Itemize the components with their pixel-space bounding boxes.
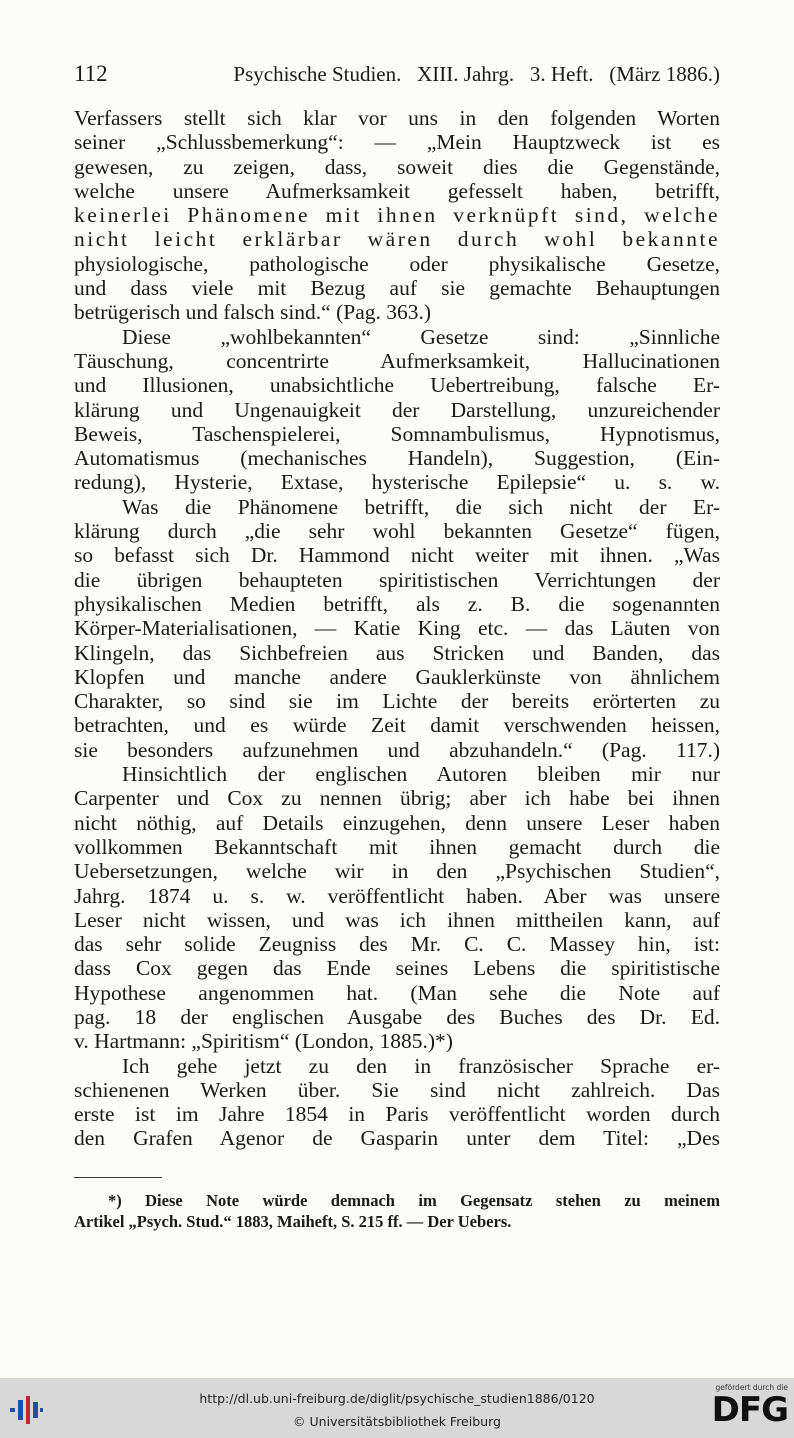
text-line: Verfassers stellt sich klar vor uns in den folgenden Worten	[74, 106, 720, 130]
text-line: Charakter, so sind sie im Lichte der bereits erörterten zu	[74, 689, 720, 714]
text-line: das sehr solide Zeugniss des Mr. C. C. Massey hin, ist:	[74, 932, 720, 957]
text-line: Uebersetzungen, welche wir in den „Psychischen Studien“,	[74, 859, 720, 884]
running-head	[74, 58, 720, 90]
text-line: gewesen, zu zeigen, dass, soweit dies die Gegenstände,	[74, 154, 720, 179]
source-url[interactable]: http://dl.ub.uni-freiburg.de/diglit/psychische_studien1886/0120	[199, 1391, 595, 1406]
page-number: 112	[74, 61, 108, 86]
text-line: nicht leicht erklärbar wären durch wohl bekannte	[74, 227, 720, 252]
text-line: den Grafen Agenor de Gasparin unter dem Titel: „Des	[74, 1126, 720, 1151]
text-line: sie besonders aufzunehmen und abzuhandeln.“ (Pag. 117.)	[74, 737, 720, 762]
text-line: Was die Phänomene betrifft, die sich nicht der Er-	[122, 494, 720, 519]
text-line: Leser nicht wissen, und was ich ihnen mittheilen kann, auf	[74, 907, 720, 932]
text-line: und Illusionen, unabsichtliche Uebertreibung, falsche Er-	[74, 373, 720, 398]
text-line: schienenen Werken über. Sie sind nicht zahlreich. Das	[74, 1077, 720, 1102]
text-line: Ich gehe jetzt zu den in französischer Sprache er-	[122, 1053, 720, 1078]
footnote-rule	[74, 1177, 162, 1178]
body-text	[74, 106, 720, 1151]
text-line: v. Hartmann: „Spiritism“ (London, 1885.)*)	[74, 1029, 453, 1054]
text-line: Automatismus (mechanisches Handeln), Suggestion, (Ein-	[74, 446, 720, 471]
text-line: seiner „Schlussbemerkung“: — „Mein Hauptzweck ist es	[74, 130, 720, 155]
text-line: erste ist im Jahre 1854 in Paris veröffentlicht worden durch	[74, 1102, 720, 1127]
text-line: klärung und Ungenauigkeit der Darstellung, unzureichender	[74, 397, 720, 422]
text-line: und dass viele mit Bezug auf sie gemachte Behauptungen	[74, 276, 720, 301]
text-line: Diese „wohlbekannten“ Gesetze sind: „Sinnliche	[122, 324, 720, 349]
text-line: redung), Hysterie, Extase, hysterische Epilepsie“ u. s. w.	[74, 470, 720, 495]
copyright-notice: © Universitätsbibliothek Freiburg	[293, 1414, 501, 1429]
text-line: vollkommen Bekanntschaft mit ihnen gemacht durch die	[74, 834, 720, 859]
running-title: Psychische Studien. XIII. Jahrg. 3. Heft. (März 1886.)	[233, 62, 720, 86]
dfg-logo	[700, 1383, 788, 1435]
text-line: nicht nöthig, auf Details einzugehen, denn unsere Leser haben	[74, 810, 720, 835]
text-line: physiologische, pathologische oder physikalische Gesetze,	[74, 251, 720, 276]
text-line: so befasst sich Dr. Hammond nicht weiter mit ihnen. „Was	[74, 543, 720, 568]
text-line: die übrigen behaupteten spiritistischen Verrichtungen der	[74, 567, 720, 592]
text-line: klärung durch „die sehr wohl bekannten Gesetze“ fügen,	[74, 519, 720, 544]
text-line: Körper-Materialisationen, — Katie King etc. — das Läuten von	[74, 616, 720, 641]
text-line: Klingeln, das Sichbefreien aus Stricken und Banden, das	[74, 640, 720, 665]
dfg-mark: DFG	[711, 1390, 788, 1430]
text-line: Carpenter und Cox zu nennen übrig; aber ich habe bei ihnen	[74, 786, 720, 811]
text-line: Hinsichtlich der englischen Autoren bleiben mir nur	[122, 762, 720, 787]
viewer-footer	[0, 1378, 794, 1438]
footnote	[74, 1190, 720, 1232]
text-line: physikalischen Medien betrifft, als z. B. die sogenannten	[74, 591, 720, 616]
footnote-line: *) Diese Note würde demnach im Gegensatz stehen zu meinem	[108, 1191, 720, 1210]
text-line: betrügerisch und falsch sind.“ (Pag. 363.)	[74, 300, 432, 325]
text-line: Hypothese angenommen hat. (Man sehe die Note auf	[74, 980, 720, 1005]
text-line: keinerlei Phänomene mit ihnen verknüpft sind, welche	[74, 203, 720, 228]
text-line: welche unsere Aufmerksamkeit gefesselt haben, betrifft,	[74, 178, 720, 203]
text-line: Täuschung, concentrirte Aufmerksamkeit, Hallucinationen	[74, 348, 720, 373]
text-line: betrachten, und es würde Zeit damit verschwenden heissen,	[74, 713, 720, 738]
text-line: Jahrg. 1874 u. s. w. veröffentlicht haben. Aber was unsere	[74, 883, 720, 908]
text-line: pag. 18 der englischen Ausgabe des Buches des Dr. Ed.	[74, 1004, 720, 1029]
footnote-line: Artikel „Psych. Stud.“ 1883, Maiheft, S. 215 ff. — Der Uebers.	[74, 1212, 512, 1231]
text-line: dass Cox gegen das Ende seines Lebens die spiritistische	[74, 956, 720, 981]
dfg-caption: gefördert durch die	[715, 1383, 788, 1392]
text-line: Beweis, Taschenspielerei, Somnambulismus, Hypnotismus,	[74, 421, 720, 446]
text-line: Klopfen und manche andere Gauklerkünste von ähnlichem	[74, 664, 720, 689]
